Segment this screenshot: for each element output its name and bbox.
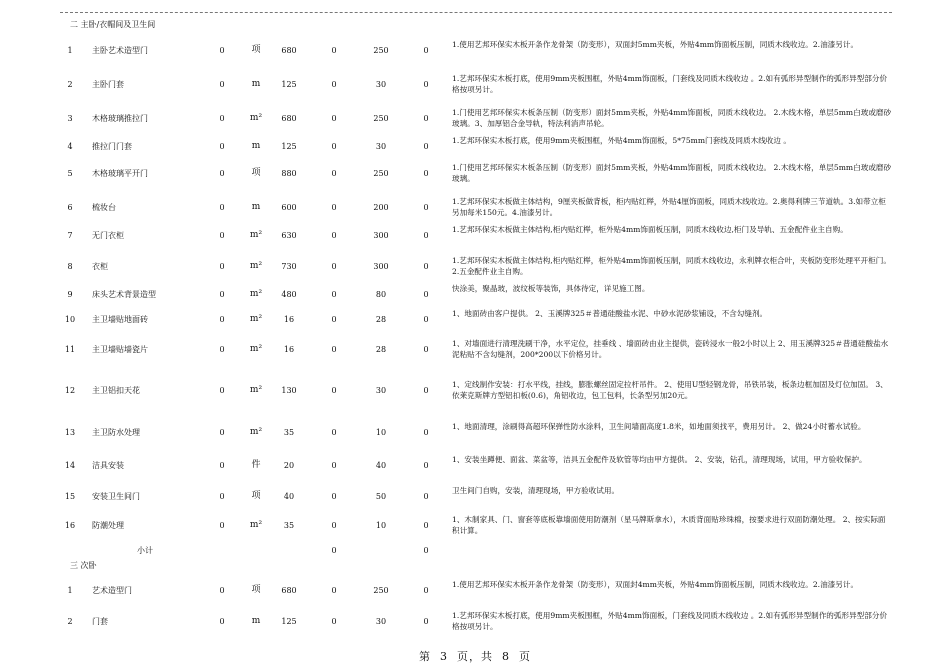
unit-price-cell: 680 [281,586,297,595]
unit-price-cell: 30 [375,617,387,626]
qty-cell: 0 [219,169,225,178]
qty-cell: 0 [219,492,225,501]
unit-cell: m² [249,314,263,324]
unit-cell: m [251,616,261,626]
item-description: 快涂美，聚晶玻，波纹板等装饰，具体待定，详见施工图。 [452,284,650,293]
qty-cell: 0 [331,386,337,395]
qty-cell: 0 [331,262,337,271]
row-number: 9 [67,290,73,299]
qty-cell: 0 [219,428,225,437]
item-name: 主卫墙贴墙瓷片 [92,345,148,354]
unit-price-cell: 680 [281,46,297,55]
row-number: 7 [67,231,73,240]
row-number: 10 [64,315,76,324]
amount-cell: 0 [423,231,429,240]
item-name: 门套 [92,617,108,626]
item-name: 主卫防水处理 [92,428,140,437]
qty-cell: 0 [331,521,337,530]
qty-cell: 0 [219,46,225,55]
item-name: 主卧艺术造型门 [92,46,148,55]
amount-cell: 0 [423,262,429,271]
unit-cell: 件 [251,460,261,470]
qty-cell: 0 [331,80,337,89]
row-number: 1 [67,586,73,595]
unit-cell: 项 [251,45,261,55]
item-name: 无门衣柜 [92,231,124,240]
unit-price-cell: 40 [375,461,387,470]
section-title: 二 主卧/衣帽间及卫生间 [70,20,156,29]
unit-price-cell: 28 [375,315,387,324]
item-description: 1.门使用艺邦环保实木板条压制（防变形）面封5mm夹板，外贴4mm饰面板，同质木线收边。 2.木线木格，单层5mm白玻或磨砂玻璃。3、加厚铝合金导轨，特法利消声吊轮。 [452,108,892,128]
item-description: 1.使用艺邦环保实木板开条作龙骨架（防变形），双面封4mm夹板，外贴4mm饰面板压制，同质木线收边。2.油漆另计。 [452,580,859,589]
item-description: 1、地面清理，涂刷得高超环保弹性防水涂料，卫生间墙面高度1.8米，如地面须找平，费用另计。 2、做24小时蓄水试验。 [452,422,866,431]
item-name: 主卫铝扣天花 [92,386,140,395]
item-description: 1、对墙面进行清理洗刷干净，水平定位，挂垂线 、墙面砖由业主提供，瓷砖浸水一般2小时以上 2、用玉溪牌325＃普通硅酸盐水泥粘贴不含勾缝剂，200*200以下价格另计。 [452,339,889,359]
row-number: 1 [67,46,73,55]
qty-cell: 0 [219,203,225,212]
item-description: 1.艺邦环保实木板做主体结构,柜内贴红榉，柜外贴4mm饰面板压制，同质木线收边，永利牌衣柜合叶，夹板防变形处理平开柜门。2.五金配件业主自购。 [452,256,891,276]
item-description: 1、木制家具、门、窗套等底板靠墙面使用防潮剂（星马牌斯拿水），木质背面贴珍珠棉，按要求进行双面防潮处理。 2、按实际面积计算。 [452,515,886,535]
qty-cell: 0 [331,428,337,437]
amount-cell: 0 [423,586,429,595]
unit-price-cell: 125 [281,617,297,626]
subtotal-label: 小计 [137,546,153,555]
amount-cell: 0 [423,142,429,151]
unit-price-cell: 35 [283,521,295,530]
item-description: 1.艺邦环保实木板打底，使用9mm夹板围框，外贴4mm饰面板，门套线及同质木线收边 。2.如有弧形异型制作的弧形异型部分价格按项另计。 [452,611,888,631]
qty-cell: 0 [219,521,225,530]
unit-cell: m² [249,230,263,240]
row-number: 5 [67,169,73,178]
amount-cell: 0 [423,492,429,501]
header-rule [60,12,892,13]
row-number: 16 [64,521,76,530]
qty-cell: 0 [331,315,337,324]
amount-cell: 0 [423,315,429,324]
unit-price-cell: 20 [283,461,295,470]
item-name: 木格玻璃推拉门 [92,114,148,123]
qty-cell: 0 [331,231,337,240]
unit-cell: 项 [251,585,261,595]
unit-cell: m² [249,520,263,530]
qty-cell: 0 [331,142,337,151]
item-name: 推拉门门套 [92,142,132,151]
amount-cell: 0 [423,428,429,437]
qty-cell: 0 [331,290,337,299]
qty-cell: 0 [331,203,337,212]
qty-cell: 0 [331,114,337,123]
unit-price-cell: 300 [373,231,389,240]
unit-price-cell: 600 [281,203,297,212]
item-name: 衣柜 [92,262,108,271]
qty-cell: 0 [331,345,337,354]
unit-price-cell: 250 [373,114,389,123]
item-name: 主卧门套 [92,80,124,89]
qty-cell: 0 [219,345,225,354]
qty-cell: 0 [331,46,337,55]
amount-cell: 0 [423,114,429,123]
item-name: 艺术造型门 [92,586,132,595]
item-name: 防潮处理 [92,521,124,530]
amount-cell: 0 [423,46,429,55]
qty-cell: 0 [219,586,225,595]
unit-price-cell: 130 [281,386,297,395]
unit-cell: m² [249,385,263,395]
item-name: 洁具安装 [92,461,124,470]
section-title: 三 次卧 [70,561,97,570]
item-name: 主卫墙贴地面砖 [92,315,148,324]
unit-price-cell: 16 [283,315,295,324]
unit-price-cell: 125 [281,80,297,89]
unit-price-cell: 880 [281,169,297,178]
unit-cell: m² [249,344,263,354]
unit-price-cell: 30 [375,386,387,395]
amount-cell: 0 [423,169,429,178]
row-number: 15 [64,492,76,501]
row-number: 4 [67,142,73,151]
unit-price-cell: 125 [281,142,297,151]
qty-cell: 0 [219,80,225,89]
subtotal-value: 0 [423,546,429,555]
unit-cell: m [251,79,261,89]
item-name: 木格玻璃平开门 [92,169,148,178]
item-description: 1.门使用艺邦环保实木板条压制（防变形）面封5mm夹板，外贴4mm饰面板，同质木线收边。 2.木线木格，单层5mm白玻或磨砂玻璃。 [452,163,892,183]
qty-cell: 0 [219,231,225,240]
row-number: 3 [67,114,73,123]
subtotal-value: 0 [331,546,337,555]
qty-cell: 0 [219,461,225,470]
item-name: 床头艺术背景造型 [92,290,156,299]
page-number: 第 3 页，共 8 页 [419,650,531,663]
row-number: 12 [64,386,76,395]
qty-cell: 0 [331,461,337,470]
row-number: 14 [64,461,76,470]
amount-cell: 0 [423,80,429,89]
unit-price-cell: 30 [375,80,387,89]
unit-cell: 项 [251,491,261,501]
item-name: 梳妆台 [92,203,116,212]
page-footer [0,648,950,664]
qty-cell: 0 [219,315,225,324]
unit-price-cell: 680 [281,114,297,123]
item-description: 1.使用艺邦环保实木板开条作龙骨架（防变形），双面封5mm夹板，外贴4mm饰面板压制，同质木线收边。2.油漆另计。 [452,40,859,49]
item-description: 1.艺邦环保实木板打底，使用9mm夹板围框，外贴4mm饰面板，5*75mm门套线及同质木线收边 。 [452,136,792,145]
row-number: 13 [64,428,76,437]
amount-cell: 0 [423,617,429,626]
unit-cell: m² [249,289,263,299]
unit-price-cell: 30 [375,142,387,151]
unit-price-cell: 480 [281,290,297,299]
amount-cell: 0 [423,521,429,530]
unit-cell: m [251,202,261,212]
unit-cell: m² [249,113,263,123]
unit-price-cell: 250 [373,586,389,595]
unit-price-cell: 40 [283,492,295,501]
qty-cell: 0 [331,492,337,501]
item-description: 卫生间门自购，安装，清理现场，甲方验收试用。 [452,486,620,495]
unit-price-cell: 250 [373,46,389,55]
item-description: 1、安装坐蹲便、面盆、菜盆等，洁具五金配件及软管等均由甲方提供。 2、安装，钻孔，清理现场，试用，甲方验收保护。 [452,455,867,464]
unit-price-cell: 630 [281,231,297,240]
unit-price-cell: 730 [281,262,297,271]
row-number: 2 [67,617,73,626]
unit-price-cell: 250 [373,169,389,178]
qty-cell: 0 [219,142,225,151]
unit-price-cell: 16 [283,345,295,354]
row-number: 6 [67,203,73,212]
item-description: 1.艺邦环保实木板打底，使用9mm夹板围框，外贴4mm饰面板，门套线及同质木线收边 。2.如有弧形异型制作的弧形异型部分价格按项另计。 [452,74,888,94]
qty-cell: 0 [219,386,225,395]
item-description: 1、地面砖由客户提供。 2、玉溪牌325＃普通硅酸盐水泥、中砂水泥砂浆铺设，不含勾缝剂。 [452,309,768,318]
qty-cell: 0 [219,114,225,123]
row-number: 2 [67,80,73,89]
qty-cell: 0 [331,617,337,626]
unit-price-cell: 28 [375,345,387,354]
amount-cell: 0 [423,386,429,395]
item-description: 1.艺邦环保实木板做主体结构，9厘夹板做背板，柜内贴红榉，外贴4厘饰面板，同质木线收边。2.奥得利牌三节道轨。3.如带立柜另加每米150元。4.油漆另计。 [452,197,886,217]
unit-price-cell: 80 [375,290,387,299]
row-number: 11 [64,345,76,354]
row-number: 8 [67,262,73,271]
item-description: 1.艺邦环保实木板做主体结构,柜内贴红榉，柜外贴4mm饰面板压制，同质木线收边,柜门及导轨、五金配件业主自购。 [452,225,848,234]
unit-cell: m² [249,261,263,271]
qty-cell: 0 [331,169,337,178]
unit-cell: 项 [251,168,261,178]
amount-cell: 0 [423,345,429,354]
qty-cell: 0 [219,262,225,271]
amount-cell: 0 [423,461,429,470]
unit-price-cell: 50 [375,492,387,501]
qty-cell: 0 [219,617,225,626]
qty-cell: 0 [219,290,225,299]
item-name: 安装卫生间门 [92,492,140,501]
amount-cell: 0 [423,203,429,212]
item-description: 1、定线制作安装：打水平线，挂线，膨胀螺丝固定拉杆吊件。 2、使用U型轻钢龙骨，吊铁吊装，板条边框加固及灯位加固。 3、依莱克斯牌方型铝扣板(0.6)，角铝收边，包工包料，长条型另加20元。 [452,380,888,400]
unit-price-cell: 300 [373,262,389,271]
unit-price-cell: 200 [373,203,389,212]
qty-cell: 0 [331,586,337,595]
unit-price-cell: 35 [283,428,295,437]
unit-cell: m² [249,427,263,437]
unit-price-cell: 10 [375,521,387,530]
unit-cell: m [251,141,261,151]
amount-cell: 0 [423,290,429,299]
unit-price-cell: 10 [375,428,387,437]
